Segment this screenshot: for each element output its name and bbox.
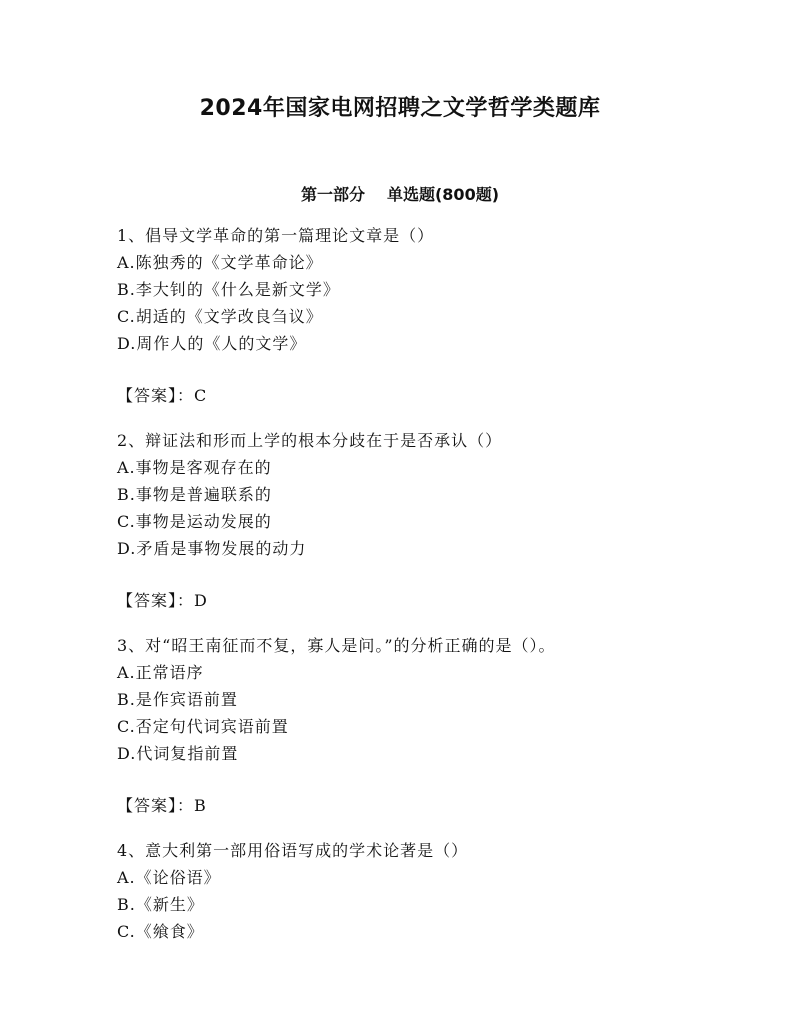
question-2: [117, 427, 757, 614]
document-title: 2024年国家电网招聘之文学哲学类题库: [199, 96, 601, 121]
option-c: C.胡适的《文学改良刍议》: [117, 307, 323, 326]
answer-label: 【答案】：: [117, 386, 195, 405]
option-c: C.《飨食》: [117, 922, 204, 941]
answer-value: D: [194, 591, 208, 610]
option-b: B.事物是普遍联系的: [117, 485, 272, 504]
answer-label: 【答案】：: [117, 591, 195, 610]
option-d: D.代词复指前置: [117, 744, 239, 763]
option-b: B.《新生》: [117, 895, 204, 914]
section-name: 单选题(800题): [386, 185, 500, 204]
answer-line: [117, 587, 757, 614]
section-heading: [0, 181, 800, 209]
question-stem: 3、对“昭王南征而不复，寡人是问。”的分析正确的是（）。: [117, 636, 556, 655]
option-a: A.陈独秀的《文学革命论》: [117, 253, 323, 272]
option-d: D.周作人的《人的文学》: [117, 334, 307, 353]
option-b: B.李大钊的《什么是新文学》: [117, 280, 340, 299]
option-a: A.正常语序: [117, 663, 204, 682]
answer-value: B: [194, 796, 207, 815]
option-a: A.《论俗语》: [117, 868, 221, 887]
option-b: B.是作宾语前置: [117, 690, 238, 709]
question-stem: 2、辩证法和形而上学的根本分歧在于是否承认（）: [117, 431, 503, 450]
option-a: A.事物是客观存在的: [117, 458, 272, 477]
question-1: [117, 222, 757, 409]
answer-line: [117, 792, 757, 819]
option-d: D.矛盾是事物发展的动力: [117, 539, 307, 558]
answer-label: 【答案】：: [117, 796, 195, 815]
question-4: [117, 837, 757, 945]
answer-value: C: [194, 386, 208, 405]
answer-line: [117, 382, 757, 409]
option-c: C.事物是运动发展的: [117, 512, 272, 531]
question-3: [117, 632, 757, 819]
option-c: C.否定句代词宾语前置: [117, 717, 289, 736]
question-stem: 4、意大利第一部用俗语写成的学术论著是（）: [117, 841, 469, 860]
question-list: [117, 222, 757, 945]
section-part: 第一部分: [300, 185, 365, 204]
question-stem: 1、倡导文学革命的第一篇理论文章是（）: [117, 226, 435, 245]
